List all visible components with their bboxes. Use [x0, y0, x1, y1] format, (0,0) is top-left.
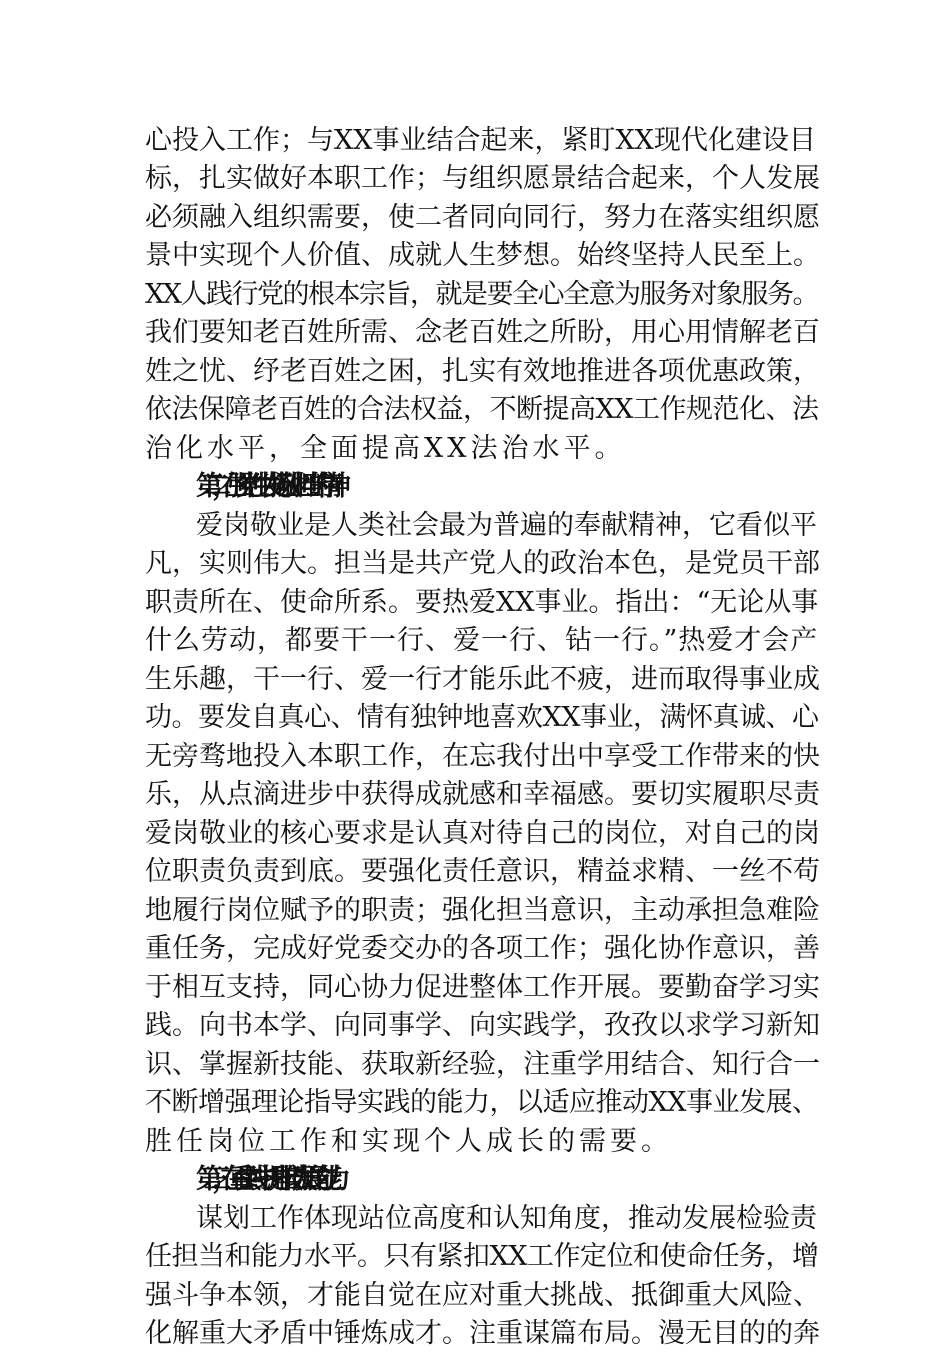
section-heading: 第三，在重实践中提升推动发展的能力	[196, 1164, 332, 1195]
body-text-line: 功。要发自真心、情有独钟地喜欢XX事业，满怀真诚、心	[145, 702, 819, 733]
body-text-line: XX人践行党的根本宗旨，就是要全心全意为服务对象服务。	[145, 279, 818, 310]
body-text-line: 标，扎实做好本职工作；与组织愿景结合起来，个人发展	[145, 163, 820, 194]
body-text-line: 不断增强理论指导实践的能力，以适应推动XX事业发展、	[145, 1087, 819, 1118]
body-text-line: 谋划工作体现站位高度和认知角度，推动发展检验责	[196, 1203, 817, 1234]
body-text-line: 我们要知老百姓所需、念老百姓之所盼，用心用情解老百	[145, 317, 820, 348]
body-text-line: 爱岗敬业的核心要求是认真对待自己的岗位，对自己的岗	[145, 818, 820, 849]
body-text-line: 任担当和能力水平。只有紧扣XX工作定位和使命任务，增	[145, 1241, 819, 1272]
body-text-line: 生乐趣，干一行、爱一行才能乐此不疲，进而取得事业成	[145, 664, 820, 695]
body-text-line: 什么劳动，都要干一行、爱一行、钻一行。”热爱才会产	[145, 625, 819, 656]
body-text-line: 识、掌握新技能、获取新经验，注重学用结合、知行合一	[145, 1049, 820, 1080]
body-text-line: 践。向书本学、向同事学、向实践学，孜孜以求学习新知	[145, 1010, 820, 1041]
body-text-line: 强斗争本领，才能自觉在应对重大挑战、抵御重大风险、	[145, 1280, 820, 1311]
body-text-line: 于相互支持，同心协力促进整体工作开展。要勤奋学习实	[145, 972, 820, 1003]
body-text-line: 位职责负责到底。要强化责任意识，精益求精、一丝不苟	[145, 856, 820, 887]
body-text-line: 姓之忧、纾老百姓之困，扎实有效地推进各项优惠政策，	[145, 356, 820, 387]
body-text-line: 治化水平，全面提高XX法治水平。	[145, 433, 626, 464]
body-text-line: 胜任岗位工作和实现个人成长的需要。	[145, 1126, 672, 1157]
body-text-line: 乐，从点滴进步中获得成就感和幸福感。要切实履职尽责	[145, 779, 820, 810]
body-text-line: 地履行岗位赋予的职责；强化担当意识，主动承担急难险	[145, 895, 820, 926]
body-text-line: 必须融入组织需要，使二者同向同行，努力在落实组织愿	[145, 202, 820, 233]
section-heading: 第二，在强党性中发扬敬业担当的精神	[196, 471, 332, 502]
body-text-line: 化解重大矛盾中锤炼成才。注重谋篇布局。漫无目的的奔	[145, 1318, 820, 1349]
body-text-line: 无旁骛地投入本职工作，在忘我付出中享受工作带来的快	[145, 741, 820, 772]
body-text-line: 心投入工作；与XX事业结合起来，紧盯XX现代化建设目	[145, 125, 816, 156]
body-text-line: 职责所在、使命所系。要热爱XX事业。指出：“无论从事	[145, 587, 819, 618]
body-text-line: 凡，实则伟大。担当是共产党人的政治本色，是党员干部	[145, 548, 820, 579]
body-text-line: 重任务，完成好党委交办的各项工作；强化协作意识，善	[145, 933, 820, 964]
body-text-line: 爱岗敬业是人类社会最为普遍的奉献精神，它看似平	[196, 510, 817, 541]
body-text-line: 景中实现个人价值、成就人生梦想。始终坚持人民至上。	[145, 240, 820, 271]
body-text-line: 依法保障老百姓的合法权益，不断提高XX工作规范化、法	[145, 394, 819, 425]
